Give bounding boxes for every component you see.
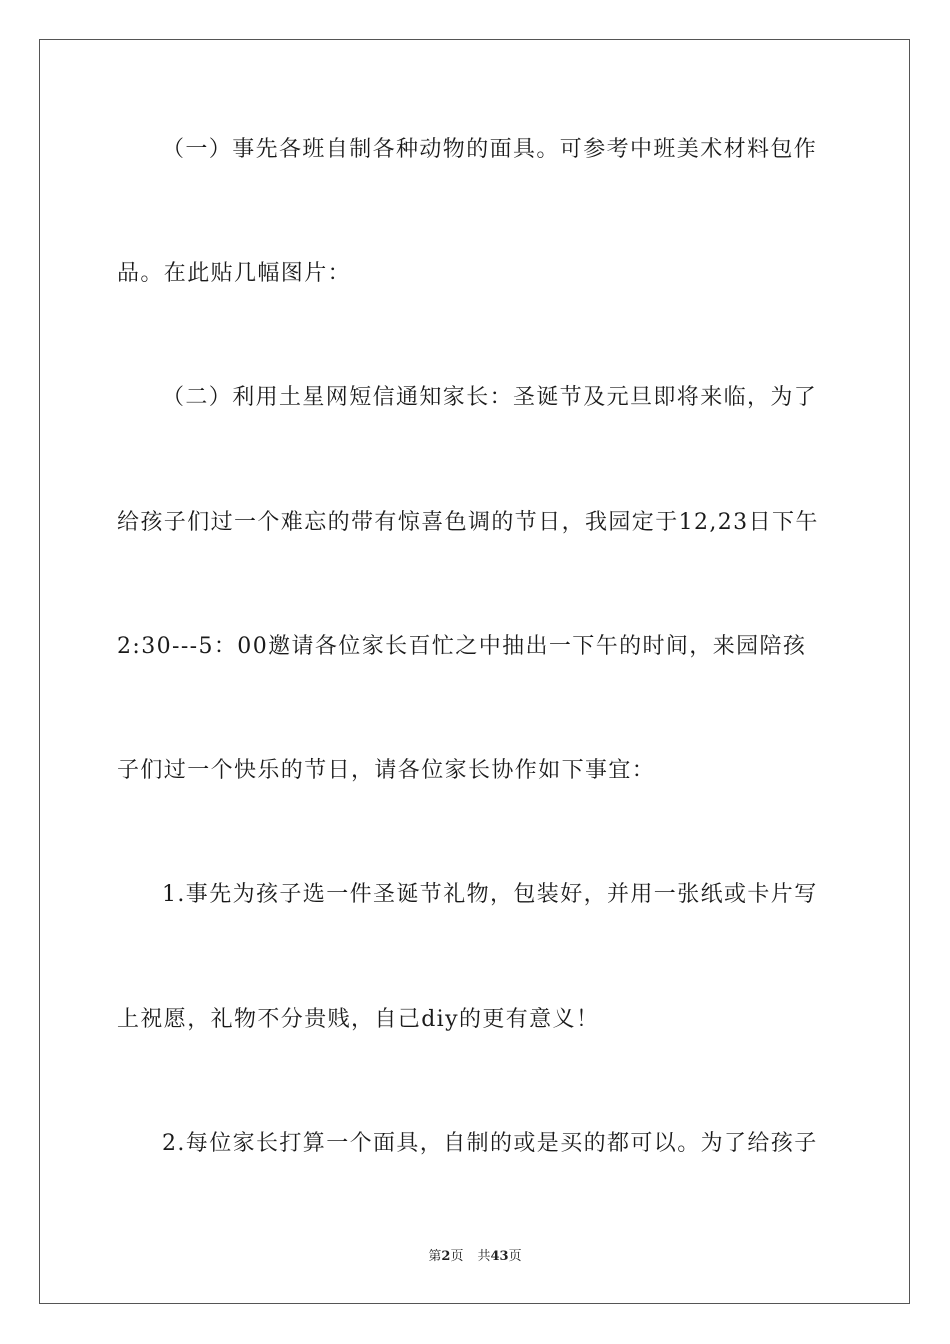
page-number: 2 <box>441 1249 451 1264</box>
paragraph-line: 品。在此贴几幅图片： <box>117 261 352 286</box>
page-footer <box>0 1248 950 1266</box>
paragraph-line: （一）事先各班自制各种动物的面具。可参考中班美术材料包作 <box>162 137 818 162</box>
paragraph-line: 给孩子们过一个难忘的带有惊喜色调的节日，我园定于12,23日下午 <box>117 510 819 535</box>
paragraph-line: 上祝愿，礼物不分贵贱，自己diy的更有意义！ <box>117 1007 600 1032</box>
footer-page-suffix: 页 <box>450 1249 464 1264</box>
footer-prefix: 第 <box>428 1249 442 1264</box>
page-frame <box>39 39 910 1304</box>
footer-total-suffix: 页 <box>508 1249 522 1264</box>
total-pages: 43 <box>490 1249 509 1264</box>
paragraph-line: 1.事先为孩子选一件圣诞节礼物，包装好，并用一张纸或卡片写 <box>162 882 818 907</box>
paragraph-line: 子们过一个快乐的节日，请各位家长协作如下事宜： <box>117 758 656 783</box>
paragraph-line: （二）利用土星网短信通知家长：圣诞节及元旦即将来临，为了 <box>162 385 818 410</box>
paragraph-line: 2:30---5：00邀请各位家长百忙之中抽出一下午的时间，来园陪孩 <box>117 634 807 659</box>
footer-total-prefix: 共 <box>477 1249 491 1264</box>
paragraph-line: 2.每位家长打算一个面具，自制的或是买的都可以。为了给孩子 <box>162 1131 818 1156</box>
